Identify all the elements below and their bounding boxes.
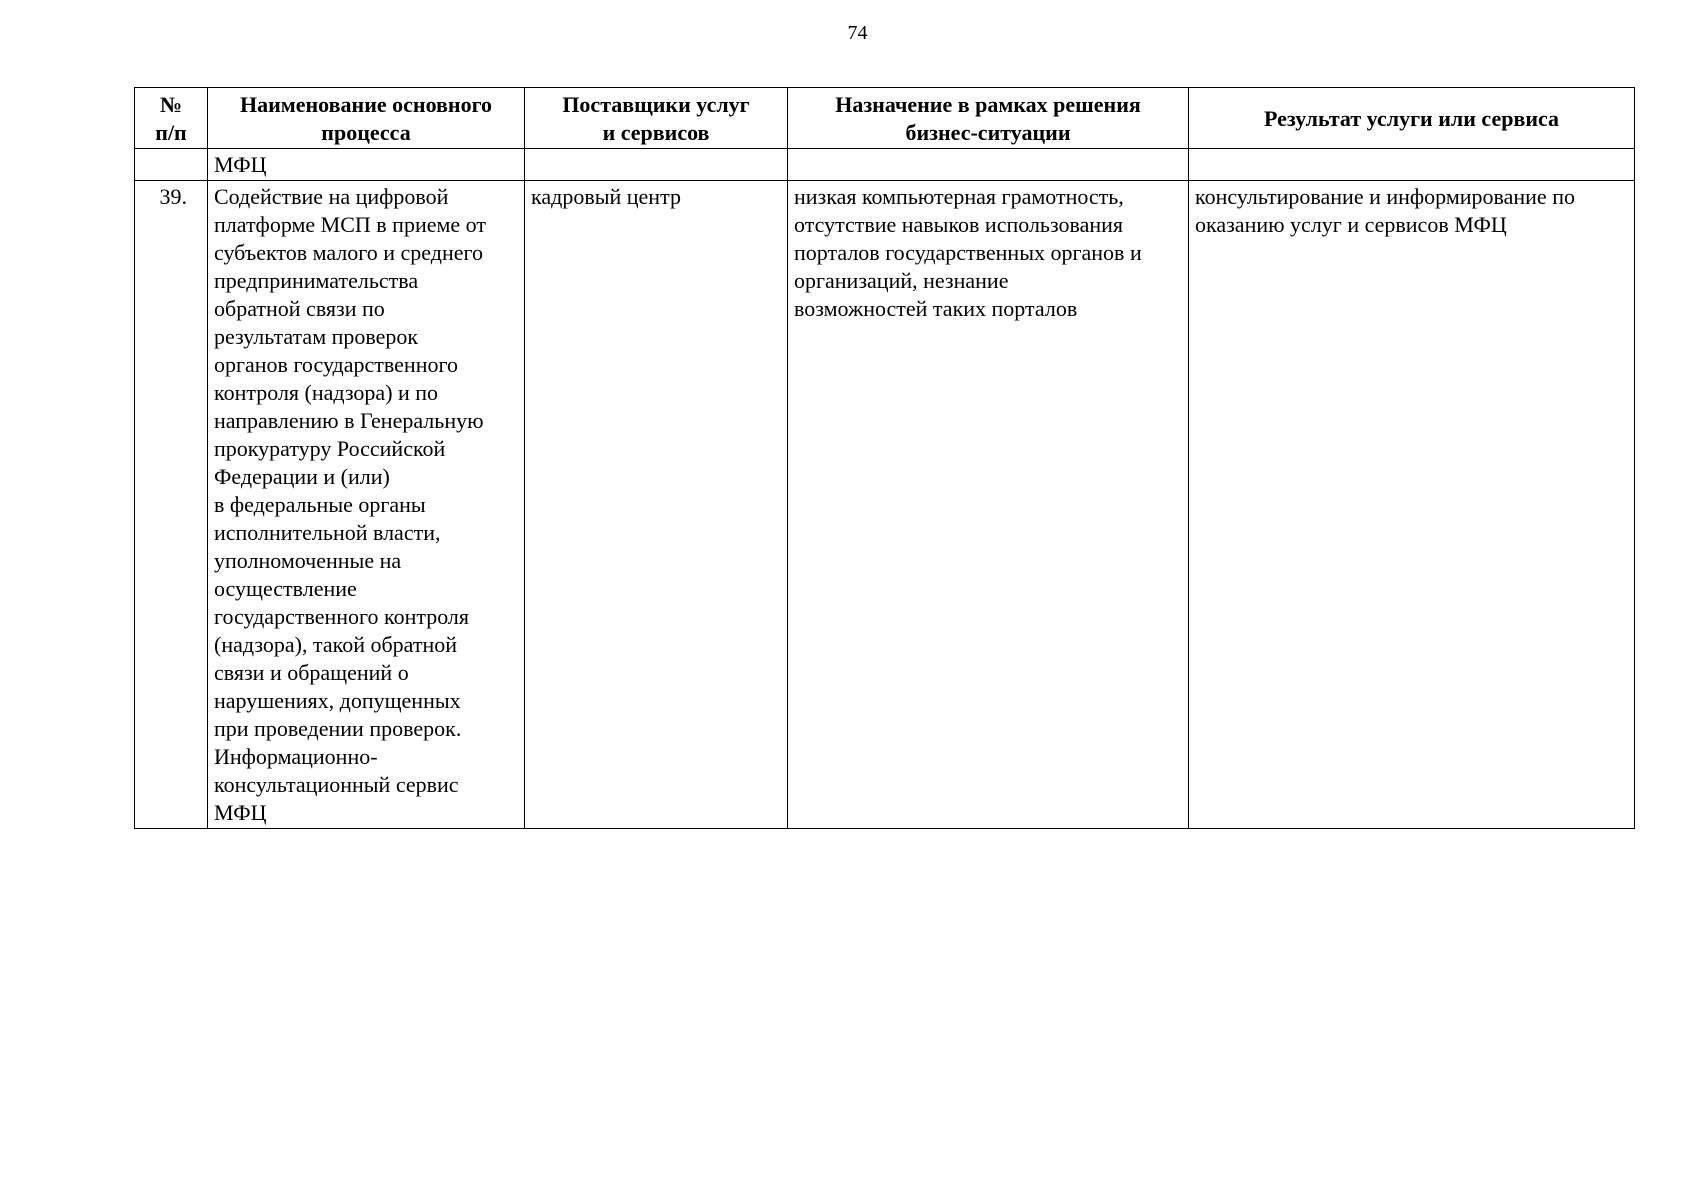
cell-line: контроля (надзора) и по (214, 380, 439, 405)
header-purpose (788, 88, 1189, 149)
cell-number: 39. (135, 181, 208, 829)
table-header-row (135, 88, 1635, 149)
cell-line: (надзора), такой обратной (214, 632, 458, 657)
services-table (134, 87, 1635, 829)
cell-line: Информационно- (214, 744, 378, 769)
header-line: бизнес-ситуации (905, 120, 1071, 145)
cell-line: государственного контроля (214, 604, 470, 629)
cell-line: нарушениях, допущенных (214, 688, 461, 713)
cell-line: возможностей таких порталов (794, 296, 1078, 321)
cell-line: прокуратуру Российской (214, 436, 446, 461)
cell-line: кадровый центр (531, 184, 681, 209)
cell-line: организаций, незнание (794, 268, 1009, 293)
table-row-continuation (135, 149, 1635, 181)
header-line: процесса (321, 120, 411, 145)
header-line: п/п (155, 120, 187, 145)
cell-line: Федерации и (или) (214, 464, 390, 489)
cell-line: связи и обращений о (214, 660, 409, 685)
cell-number (135, 149, 208, 181)
cell-line: результатам проверок (214, 324, 419, 349)
page-number: 74 (847, 22, 868, 44)
cell-line: осуществление (214, 576, 357, 601)
cell-line: субъектов малого и среднего (214, 240, 483, 265)
cell-line: исполнительной власти, (214, 520, 441, 545)
cell-purpose (788, 181, 1189, 829)
header-line: Наименование основного (239, 92, 493, 117)
cell-line: платформе МСП в приеме от (214, 212, 487, 237)
header-line: Назначение в рамках решения (835, 92, 1141, 117)
cell-result (1189, 181, 1635, 829)
header-providers (525, 88, 788, 149)
cell-line: органов государственного (214, 352, 458, 377)
header-process-name (208, 88, 525, 149)
cell-line: оказанию услуг и сервисов МФЦ (1195, 212, 1507, 237)
cell-process-name (208, 181, 525, 829)
cell-line: консультирование и информирование по (1195, 184, 1575, 209)
header-result (1189, 88, 1635, 149)
cell-line: отсутствие навыков использования (794, 212, 1124, 237)
cell-line: направлению в Генеральную (214, 408, 484, 433)
cell-result (1189, 149, 1635, 181)
header-line: № (159, 92, 183, 117)
cell-line: МФЦ (214, 152, 267, 177)
cell-providers (525, 149, 788, 181)
table-row (135, 181, 1635, 829)
cell-line: МФЦ (214, 800, 267, 825)
cell-line: предпринимательства (214, 268, 419, 293)
cell-line: Содействие на цифровой (214, 184, 449, 209)
cell-line: в федеральные органы (214, 492, 426, 517)
cell-purpose (788, 149, 1189, 181)
cell-line: низкая компьютерная грамотность, (794, 184, 1124, 209)
cell-line: консультационный сервис (214, 772, 459, 797)
cell-line: порталов государственных органов и (794, 240, 1142, 265)
cell-line: при проведении проверок. (214, 716, 462, 741)
cell-line: уполномоченные на (214, 548, 402, 573)
cell-process-name (208, 149, 525, 181)
cell-line: обратной связи по (214, 296, 385, 321)
header-line: Поставщики услуг (562, 92, 750, 117)
header-line: Результат услуги или сервиса (1263, 106, 1560, 131)
header-number (135, 88, 208, 149)
cell-providers (525, 181, 788, 829)
header-line: и сервисов (602, 120, 710, 145)
